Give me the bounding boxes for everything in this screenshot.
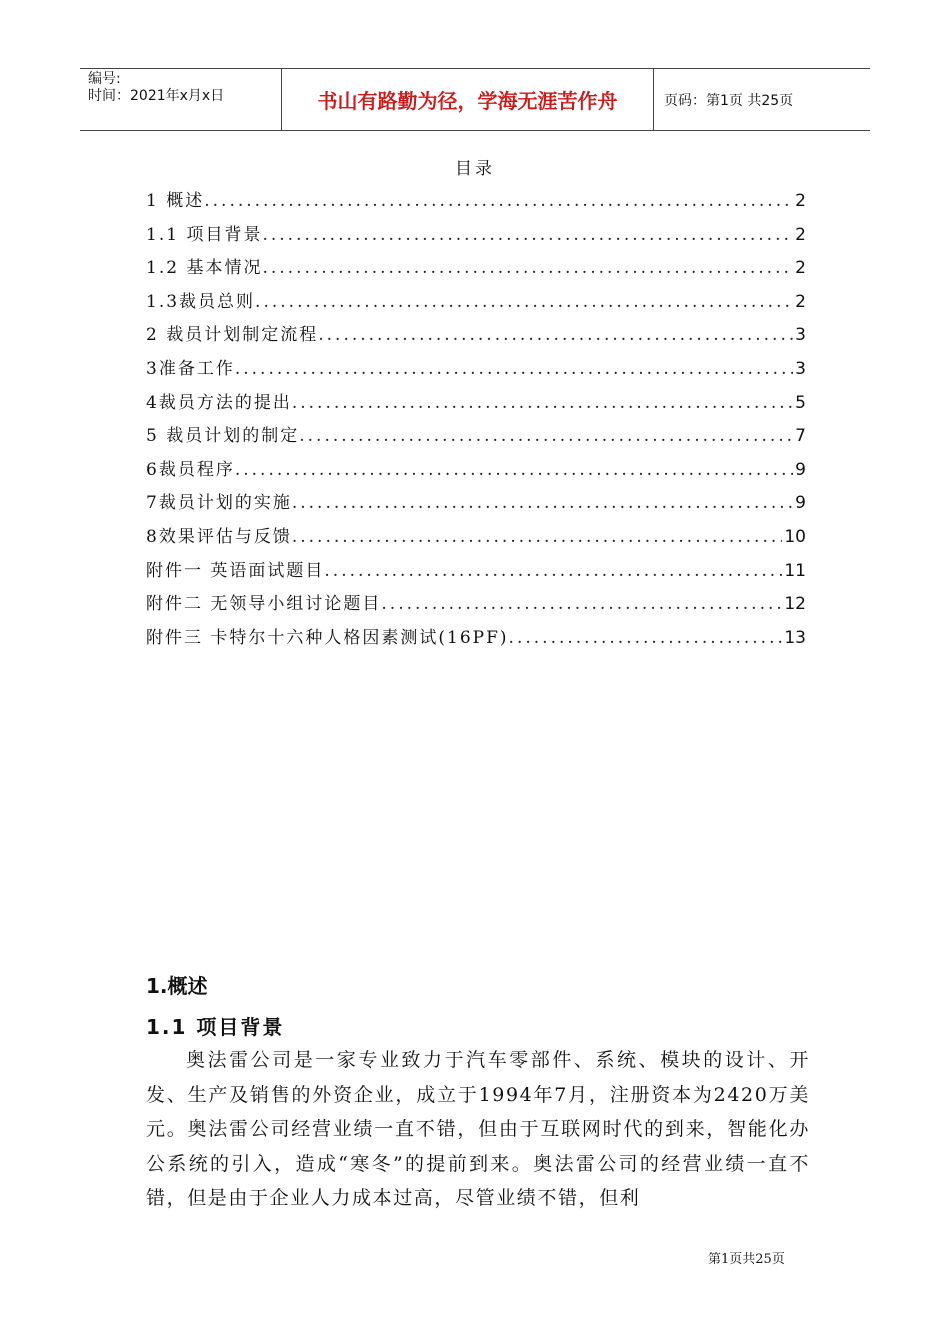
toc-entry-label: 7裁员计划的实施 — [146, 493, 292, 514]
header-page-label: 页码：第1页 共25页 — [664, 92, 794, 109]
toc-entry-page: 3 — [795, 358, 806, 379]
toc-entry-page: 11 — [784, 560, 806, 581]
page-header — [80, 68, 870, 131]
toc-entry[interactable] — [146, 421, 806, 455]
table-of-contents — [146, 186, 806, 656]
toc-entry[interactable] — [146, 488, 806, 522]
toc-entry-label: 4裁员方法的提出 — [146, 392, 292, 413]
toc-leader-dots — [292, 527, 783, 547]
toc-entry-page: 2 — [795, 291, 806, 312]
toc-entry-label: 6裁员程序 — [146, 459, 235, 480]
toc-leader-dots — [509, 628, 783, 648]
toc-leader-dots — [318, 325, 793, 345]
toc-entry-label: 1.2 基本情况 — [146, 258, 263, 279]
header-motto: 书山有路勤为径，学海无涯苦作舟 — [282, 69, 654, 130]
toc-entry-label: 1 概述 — [146, 191, 205, 211]
toc-entry-page: 5 — [795, 392, 806, 413]
toc-entry-page: 2 — [795, 191, 806, 211]
number-label: 编号: — [88, 71, 121, 87]
toc-entry[interactable] — [146, 320, 806, 354]
toc-entry[interactable] — [146, 220, 806, 254]
toc-entry-label: 8效果评估与反馈 — [146, 526, 292, 547]
toc-leader-dots — [235, 460, 793, 480]
toc-entry[interactable] — [146, 186, 806, 220]
toc-entry-page: 7 — [795, 426, 806, 447]
toc-leader-dots — [235, 359, 793, 379]
page-footer: 第1页共25页 — [708, 1252, 785, 1267]
toc-leader-dots — [262, 225, 793, 245]
toc-entry-label: 附件一 英语面试题目 — [146, 560, 325, 581]
toc-leader-dots — [292, 393, 793, 413]
toc-entry[interactable] — [146, 556, 806, 590]
section-heading-2: 1.1 项目背景 — [146, 1015, 285, 1039]
time-label: 时间：2021年x月x日 — [88, 88, 225, 104]
toc-entry-label: 3准备工作 — [146, 358, 235, 379]
toc-leader-dots — [292, 493, 793, 513]
toc-leader-dots — [255, 292, 793, 312]
toc-entry-page: 10 — [784, 526, 806, 547]
toc-leader-dots — [299, 426, 793, 446]
toc-leader-dots — [324, 561, 782, 581]
toc-entry[interactable] — [146, 522, 806, 556]
body-paragraph: 奥法雷公司是一家专业致力于汽车零部件、系统、模块的设计、开发、生产及销售的外资企业，成立于1994年7月，注册资本为2420万美元。奥法雷公司经营业绩一直不错，但由于互联网时代的到来，智能化办公系统的引入，造成“寒冬”的提前到来。奥法雷公司的经营业绩一直不错，但是由于企业人力成本过高，尽管业绩不错，但利 — [146, 1049, 810, 1209]
toc-entry-page: 2 — [795, 224, 806, 245]
section-heading-1: 1.概述 — [146, 974, 208, 998]
toc-entry-page: 12 — [784, 594, 806, 615]
toc-entry[interactable] — [146, 287, 806, 321]
toc-entry[interactable] — [146, 455, 806, 489]
toc-leader-dots — [204, 191, 793, 211]
toc-entry[interactable] — [146, 589, 806, 623]
toc-entry[interactable] — [146, 253, 806, 287]
toc-entry-label: 5 裁员计划的制定 — [146, 426, 300, 447]
toc-entry[interactable] — [146, 623, 806, 657]
toc-entry-page: 9 — [795, 493, 806, 514]
toc-entry-label: 2 裁员计划制定流程 — [146, 325, 319, 346]
toc-title: 目录 — [455, 159, 495, 179]
toc-leader-dots — [381, 594, 782, 614]
toc-leader-dots — [262, 258, 793, 278]
toc-entry-page: 13 — [784, 627, 806, 648]
header-meta — [80, 69, 282, 130]
toc-entry-page: 3 — [795, 325, 806, 346]
toc-entry-label: 1.1 项目背景 — [146, 224, 263, 245]
toc-entry-label: 1.3裁员总则 — [146, 291, 256, 312]
toc-entry[interactable] — [146, 388, 806, 422]
toc-entry[interactable] — [146, 354, 806, 388]
toc-entry-label: 附件二 无领导小组讨论题目 — [146, 594, 382, 615]
toc-entry-page: 9 — [795, 459, 806, 480]
toc-entry-page: 2 — [795, 258, 806, 279]
toc-entry-label: 附件三 卡特尔十六种人格因素测试(16PF) — [146, 627, 509, 648]
